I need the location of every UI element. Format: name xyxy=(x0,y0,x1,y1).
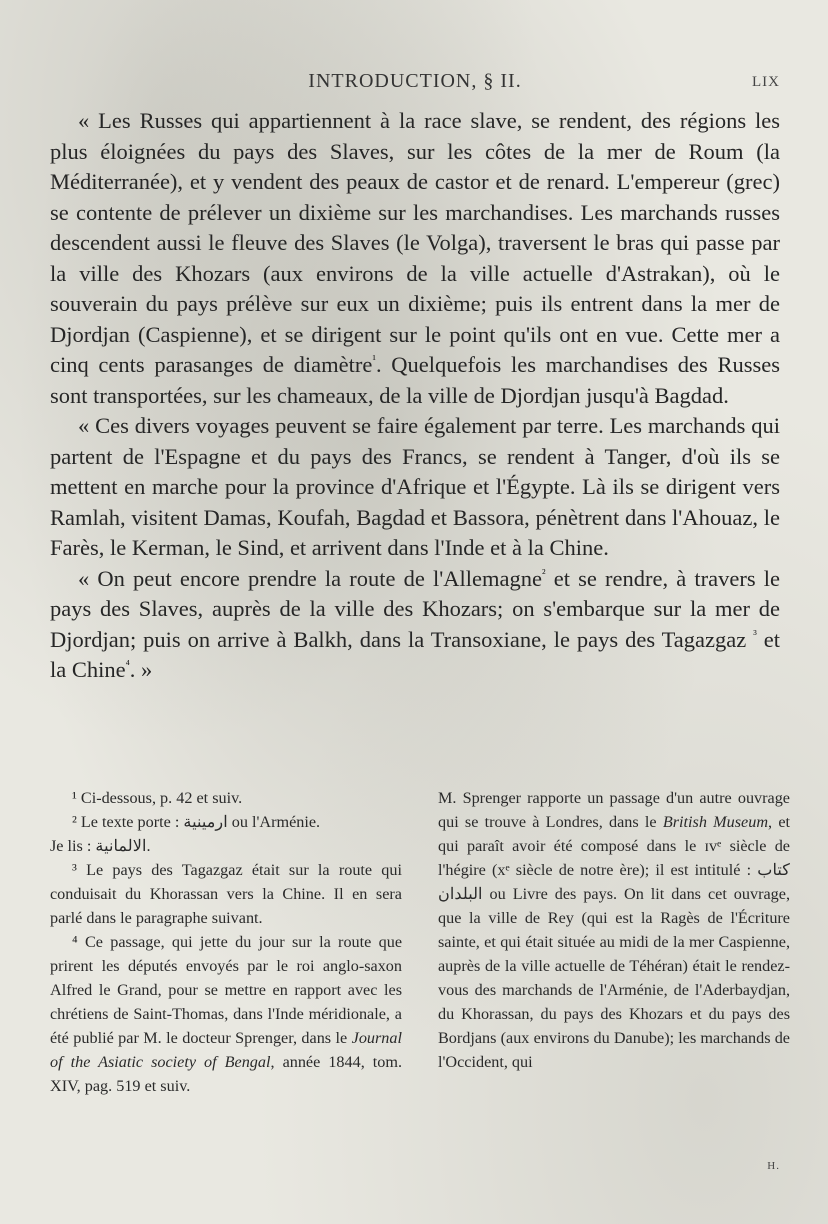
footnote-4-text-b: , année 1844, tom. XIV, pag. 519 et suiv. xyxy=(50,1053,402,1095)
footnote-3: ³ Le pays des Tagazgaz était sur la route qui conduisait du Khorassan vers la Chine. Il en sera parlé dans le paragraphe suivant. xyxy=(50,861,402,927)
footnote-4-cont-text-a: M. Sprenger rapporte un passage d'un autre ouvrage qui se trouve à Londres, dans le xyxy=(438,789,790,831)
footnote-2-continued: Je lis : الالمانية. xyxy=(50,837,151,855)
paragraph-3 xyxy=(50,564,780,686)
footnote-ref-1: ¹ xyxy=(372,352,376,367)
footnote-4-text-a: ⁴ Ce passage, qui jette du jour sur la route que prirent les députés envoyés par le roi anglo-saxon Alfred le Grand, pour se mettre en rapport avec les chrétiens de Saint-Thomas, dans l'Inde méridionale, a été publié par M. le docteur Sprenger, dans le xyxy=(50,933,402,1047)
paragraph-3-text-a: « On peut encore prendre la route de l'Allemagne xyxy=(78,565,543,591)
paragraph-1-text-b: . Quelquefois les marchandises des Russes sont transportées, sur les chameaux, de la ville de Djordjan jusqu'à Bagdad. xyxy=(50,352,780,408)
footnote-ref-3: ³ xyxy=(753,627,757,641)
footnote-ref-2: ² xyxy=(542,566,546,580)
footnotes xyxy=(50,786,791,1166)
footnotes-left-column xyxy=(50,786,402,1098)
paragraph-2-text: « Ces divers voyages peuvent se faire également par terre. Les marchands qui partent de l'Espagne et du pays des Francs, se rendent à Tanger, d'où ils se mettent en marche pour la province d'Afrique et l'Égypte. Là ils se dirigent vers Ramlah, visitent Damas, Koufah, Bagdad et Bassora, pénètrent dans l'Ahouaz, le Farès, le Kerman, le Sind, et arrivent dans l'Inde et à la Chine. xyxy=(50,413,780,560)
footnote-1: ¹ Ci-dessous, p. 42 et suiv. xyxy=(72,789,243,807)
footnote-4-continued xyxy=(438,786,790,1074)
footnote-4-british-museum: British Museum xyxy=(662,813,769,831)
footnote-4-cont-text-b: , et qui paraît avoir été composé dans le ɪvᵉ siècle de l'hégire (xᵉ siècle de notre ère); il est intitulé : كتاب البلدان ou Livre des pays. On lit dans cet ouvrage, que la ville de Rey (qui est la Ragès de l'Écriture sainte, et qui était située au midi de la mer Caspienne, auprès de la ville actuelle de Téhéran) était le rendez-vous des marchands de l'Arménie, de l'Aderbaydjan, du Khorassan, du pays des Khozars et du pays des Bordjans (aux environs du Danube); les marchands de l'Occident, qui xyxy=(438,813,791,1071)
main-text xyxy=(50,106,780,686)
footnote-ref-4: ⁴ xyxy=(125,657,130,672)
paragraph-3-text-d: . » xyxy=(129,657,153,682)
signature-mark: H. xyxy=(767,1160,780,1172)
footnote-4-journal: Journal of the Asiatic society of Bengal xyxy=(50,1029,402,1071)
running-title: INTRODUCTION, § II. xyxy=(308,70,522,92)
paragraph-2 xyxy=(50,411,780,564)
footnote-2: ² Le texte porte : ارمينية ou l'Arménie. xyxy=(72,813,321,831)
page-number: LIX xyxy=(752,74,780,90)
paragraph-1-text-a: « Les Russes qui appartiennent à la race slave, se rendent, des régions les plus éloignées du pays des Slaves, sur les côtes de la mer de Roum (la Méditerranée), et y vendent des peaux de castor et de renard. L'empereur (grec) se contente de prélever un dixième sur les marchandises. Les marchands russes descendent aussi le fleuve des Slaves (le Volga), traversent le bras qui passe par la ville des Khozars (aux environs de la ville actuelle d'Astrakan), où le souverain du pays prélève sur eux un dixième; puis ils entrent dans la mer de Djordjan (Caspienne), et se dirigent sur le point qu'ils ont en vue. Cette mer a cinq cents parasanges de diamètre xyxy=(50,108,780,377)
paragraph-1 xyxy=(50,106,780,411)
footnotes-right-column xyxy=(438,786,790,1074)
paragraph-3-text-c: et la Chine xyxy=(50,626,780,682)
footnote-4 xyxy=(50,930,402,1098)
running-header xyxy=(50,70,780,100)
paragraph-3-text-b: et se rendre, à travers le pays des Slaves, auprès de la ville des Khozars; on s'embarque sur la mer de Djordjan; puis on arrive à Balkh, dans la Transoxiane, le pays des Tagazgaz xyxy=(50,565,780,652)
